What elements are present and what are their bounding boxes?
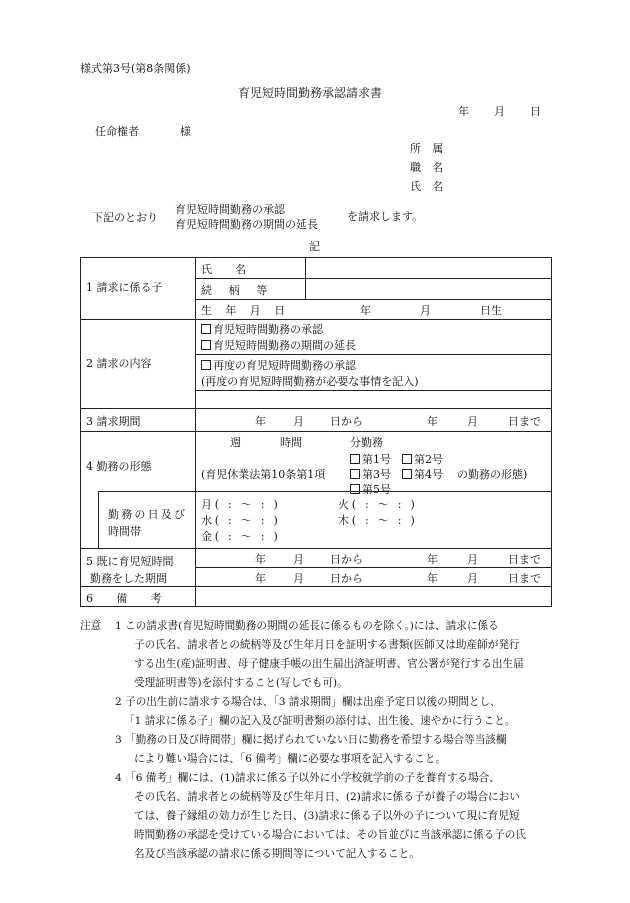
birth-day-label: 日生 [480,304,502,317]
period-until: 日まで [508,415,541,428]
birth-year-label: 年 [360,304,371,317]
affiliation-label: 所 属 [410,142,448,155]
period-start-month: 月 [293,415,304,428]
past1-year: 年 [255,553,266,566]
note-4-line-1: 4 「6 備考」欄には、(1)請求に係る子以外に小学校就学前の子を養育する場合、 [115,772,500,784]
hours-label: 時間 [280,436,302,449]
checkbox-no4[interactable] [402,469,412,479]
period-end-year: 年 [427,415,438,428]
past2-month: 月 [293,572,304,585]
addressee: 任命権者 [95,125,139,138]
position-label: 職 名 [410,161,448,174]
request-content-label: 2 請求の内容 [86,357,152,370]
checkbox-reapproval[interactable] [201,360,211,370]
form-title: 育児短時間勤務承認請求書 [238,86,383,100]
name-label: 氏 名 [410,180,448,193]
work-style-suffix: の勤務の形態) [457,468,528,481]
past1-end-month: 月 [467,553,478,566]
note-1-line-2: 子の氏名、請求者との続柄等及び生年月日を証明する書類(医師又は助産師が発行 [134,639,520,651]
date-day-label: 日 [530,105,541,118]
date-year-label: 年 [458,105,469,118]
period-from: 日から [330,415,363,428]
request-option-approval: 育児短時間勤務の承認 [175,203,285,216]
option-no1[interactable]: 第1号 [350,451,391,467]
work-days-label: 勤務の日及び [108,508,188,521]
law-reference: (育児休業法第10条第1項 [201,468,326,481]
past2-end-month: 月 [467,572,478,585]
request-period-label: 3 請求期間 [86,415,141,428]
past2-end-year: 年 [427,572,438,585]
request-option-extension: 育児短時間勤務の期間の延長 [175,218,318,231]
week-label: 週 [230,436,241,449]
child-name-label: 氏 名 [201,263,257,276]
friday-hours: 金( : ～ : ) [201,530,281,543]
option-no3[interactable]: 第3号 [350,466,391,482]
birth-month-label: 月 [420,304,431,317]
period-end-month: 月 [467,415,478,428]
request-prefix: 下記のとおり [92,211,158,224]
remarks-label: 6 備 考 [86,592,172,605]
notes-heading: 注意 [80,620,102,632]
note-4-line-3: ては、養子縁組の効力が生じた日、(3)請求に係る子以外の子について現に育児短 [134,810,520,822]
past1-from: 日から [330,553,363,566]
past1-month: 月 [293,553,304,566]
content-option-approval[interactable]: 育児短時間勤務の承認 [201,321,323,337]
past1-end-year: 年 [427,553,438,566]
checkbox-approval[interactable] [201,324,211,334]
option-no4[interactable]: 第4号 [402,466,443,482]
checkbox-no2[interactable] [402,454,412,464]
thursday-hours: 木( : ～ : ) [338,514,418,527]
form-number: 様式第3号(第8条関係) [80,62,191,75]
ki-label: 記 [309,240,320,253]
note-1-line-3: する出生(産)証明書、母子健康手帳の出生届出済証明書、官公署が発行する出生届 [134,658,524,670]
past2-year: 年 [255,572,266,585]
period-start-year: 年 [255,415,266,428]
wednesday-hours: 水( : ～ : ) [201,514,281,527]
tuesday-hours: 火( : ～ : ) [338,498,418,511]
past2-until: 日まで [508,572,541,585]
option-no2[interactable]: 第2号 [402,451,443,467]
content-option-reapproval[interactable]: 再度の育児短時間勤務の承認 [201,357,356,373]
content-option-extension[interactable]: 育児短時間勤務の期間の延長 [201,337,356,353]
note-1-line-4: 受理証明書等)を添付すること(写しでも可)。 [134,677,348,689]
note-3-line-1: 3 「勤務の日及び時間帯」欄に掲げられていない日に勤務を希望する場合等当該欄 [115,734,507,746]
request-suffix: を請求します。 [347,210,424,223]
past-period-label-2: 勤務をした期間 [90,572,167,585]
child-birthdate-label: 生 年 月 日 [201,304,291,317]
minutes-label: 分勤務 [350,436,383,449]
work-hours-label: 時間帯 [108,525,141,538]
past1-until: 日まで [508,553,541,566]
child-section-label: 1 請求に係る子 [86,281,163,294]
option-no5[interactable]: 第5号 [350,481,391,497]
work-style-label: 4 勤務の形態 [86,460,152,473]
addressee-honorific: 様 [180,125,191,138]
monday-hours: 月( : ～ : ) [201,498,281,511]
reapproval-reason-note: (再度の育児短時間勤務が必要な事情を記入) [201,375,419,388]
note-4-line-4: 時間勤務の承認を受けている場合においては、その旨並びに当該承認に係る子の氏 [134,829,526,841]
checkbox-no1[interactable] [350,454,360,464]
past-period-label-1: 5 既に育児短時間 [86,555,174,568]
note-2-line-1: 2 子の出生前に請求する場合は、「3 請求期間」欄は出産予定日以後の期間とし、 [115,696,501,708]
note-1-line-1: 1 この請求書(育児短時間勤務の期間の延長に係るものを除く。)には、請求に係る [115,620,499,632]
date-month-label: 月 [494,105,505,118]
note-2-line-2: 「1 請求に係る子」欄の記入及び証明書類の添付は、出生後、速やかに行うこと。 [124,715,516,727]
request-table [80,257,552,607]
checkbox-no5[interactable] [350,484,360,494]
child-relation-label: 続 柄 等 [201,284,274,297]
note-4-line-5: 名及び当該承認の請求に係る期間等について記入すること。 [134,848,420,860]
note-4-line-2: その氏名、請求者との続柄等及び生年月日、(2)請求に係る子が養子の場合におい [134,791,520,803]
checkbox-no3[interactable] [350,469,360,479]
note-3-line-2: により難い場合には、「6 備考」欄に必要な事項を記入すること。 [134,753,447,765]
checkbox-extension[interactable] [201,340,211,350]
past2-from: 日から [330,572,363,585]
